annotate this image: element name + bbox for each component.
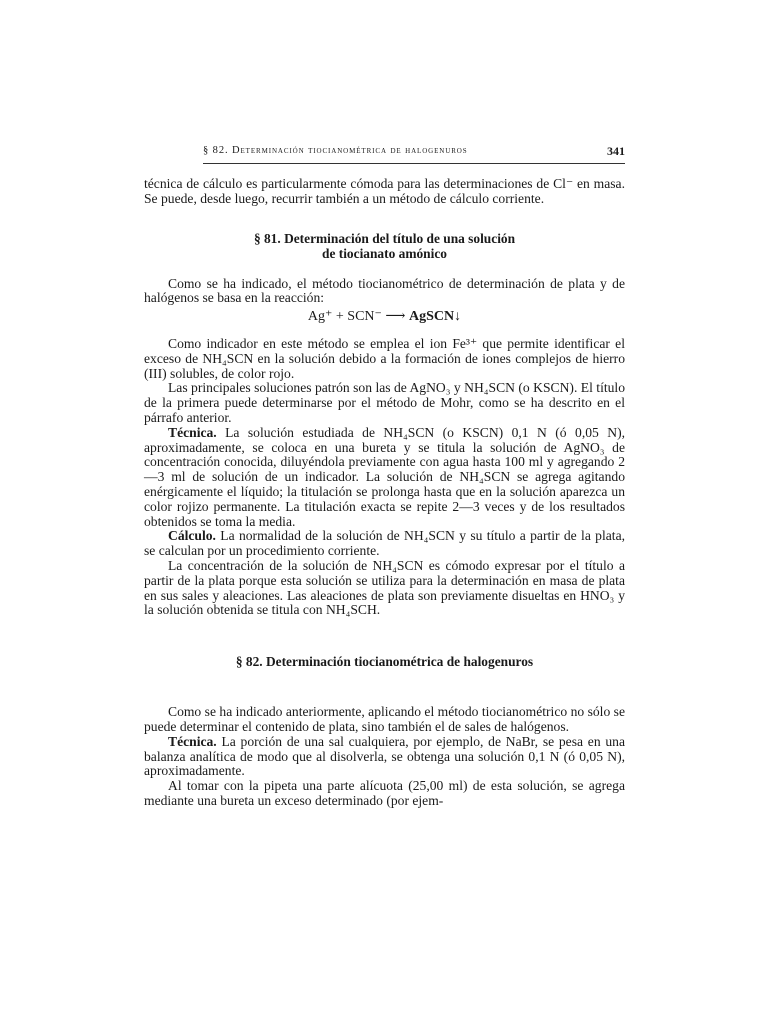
intro-paragraph: técnica de cálculo es particularmente cómoda para las determinaciones de Cl⁻ en masa. Se puede, desde luego, recurrir también a un método de cálculo corriente. bbox=[144, 176, 625, 206]
section-82-paragraph-1: Como se ha indicado anteriormente, aplicando el método tiocianométrico no sólo se puede determinar el contenido de plata, sino también el de sales de halógenos. bbox=[144, 704, 625, 734]
section-81-title bbox=[144, 231, 625, 261]
page-number: 341 bbox=[607, 144, 625, 158]
section-82-title: § 82. Determinación tiocianométrica de halogenuros bbox=[235, 654, 534, 670]
tecnica-text-2: La porción de una sal cualquiera, por ejemplo, de NaBr, se pesa en una balanza analítica de modo que al disolverla, se obtenga una solución 0,1 N (ó 0,05 N), aproximadamente. bbox=[144, 733, 625, 779]
section-81-paragraph-1: Como se ha indicado, el método tiocianométrico de determinación de plata y de halógenos se basa en la reacción: bbox=[144, 275, 625, 306]
calculo-text: La normalidad de la solución de NH₄SCN y su título a partir de la plata, se calculan por un procedimiento corriente. bbox=[144, 528, 625, 559]
section-82-tecnica-paragraph bbox=[144, 735, 625, 779]
section-81-title-line2: de tiocianato amónico bbox=[322, 245, 447, 261]
tecnica-label: Técnica. bbox=[168, 424, 217, 440]
section-81-title-line1: § 81. Determinación del título de una solución bbox=[253, 230, 516, 246]
section-81-paragraph-2: Como indicador en este método se emplea el ion Fe³⁺ que permite identificar el exceso de NH₄SCN en la solución debido a la formación de iones complejos de hierro (III) solubles, de color rojo. bbox=[144, 335, 625, 381]
section-81-paragraph-4: La concentración de la solución de NH₄SCN es cómodo expresar por el título a partir de la plata porque esta solución se utiliza para la determinación en masa de plata en sus sales y aleaciones. Las aleaciones de plata son previamente disueltas en HNO₃ y la solución obtenida se titula con NH₄SCH. bbox=[144, 557, 625, 618]
tecnica-label-2: Técnica. bbox=[168, 733, 217, 749]
section-82-paragraph-2: Al tomar con la pipeta una parte alícuota (25,00 ml) de esta solución, se agrega mediante una bureta un exceso determinado (por ejem- bbox=[144, 778, 625, 808]
page-body bbox=[144, 177, 625, 809]
running-head: § 82. Determinación tiocianométrica de halogenuros bbox=[203, 145, 468, 156]
section-81-calculo-paragraph bbox=[144, 529, 625, 559]
reaction-product: AgSCN↓ bbox=[408, 309, 462, 325]
calculo-label: Cálculo. bbox=[168, 528, 216, 544]
tecnica-text: La solución estudiada de NH₄SCN (o KSCN) 0,1 N (ó 0,05 N), aproximadamente, se coloca en una bureta y se titula la solución de AgNO₃ de concentración conocida, diluyéndola previamente con agua hasta 100 ml y agregando 2—3 ml de solución de un indicador. La solución de NH₄SCN se agrega agitando enérgicamente el líquido; la titulación se prolonga hasta que en la solución aparezca un color rojizo permanente. La titulación exacta se repite 2—3 veces y de los resultados obtenidos se toma la media. bbox=[144, 424, 625, 529]
reaction-equation bbox=[144, 310, 625, 325]
page-header bbox=[203, 141, 625, 164]
section-81-paragraph-3: Las principales soluciones patrón son las de AgNO₃ y NH₄SCN (o KSCN). El título de la primera puede determinarse por el método de Mohr, como se ha descrito en el párrafo anterior. bbox=[144, 380, 625, 425]
section-81-tecnica-paragraph bbox=[144, 426, 625, 530]
reaction-reactants: Ag⁺ + SCN⁻ ⟶ bbox=[307, 309, 409, 325]
